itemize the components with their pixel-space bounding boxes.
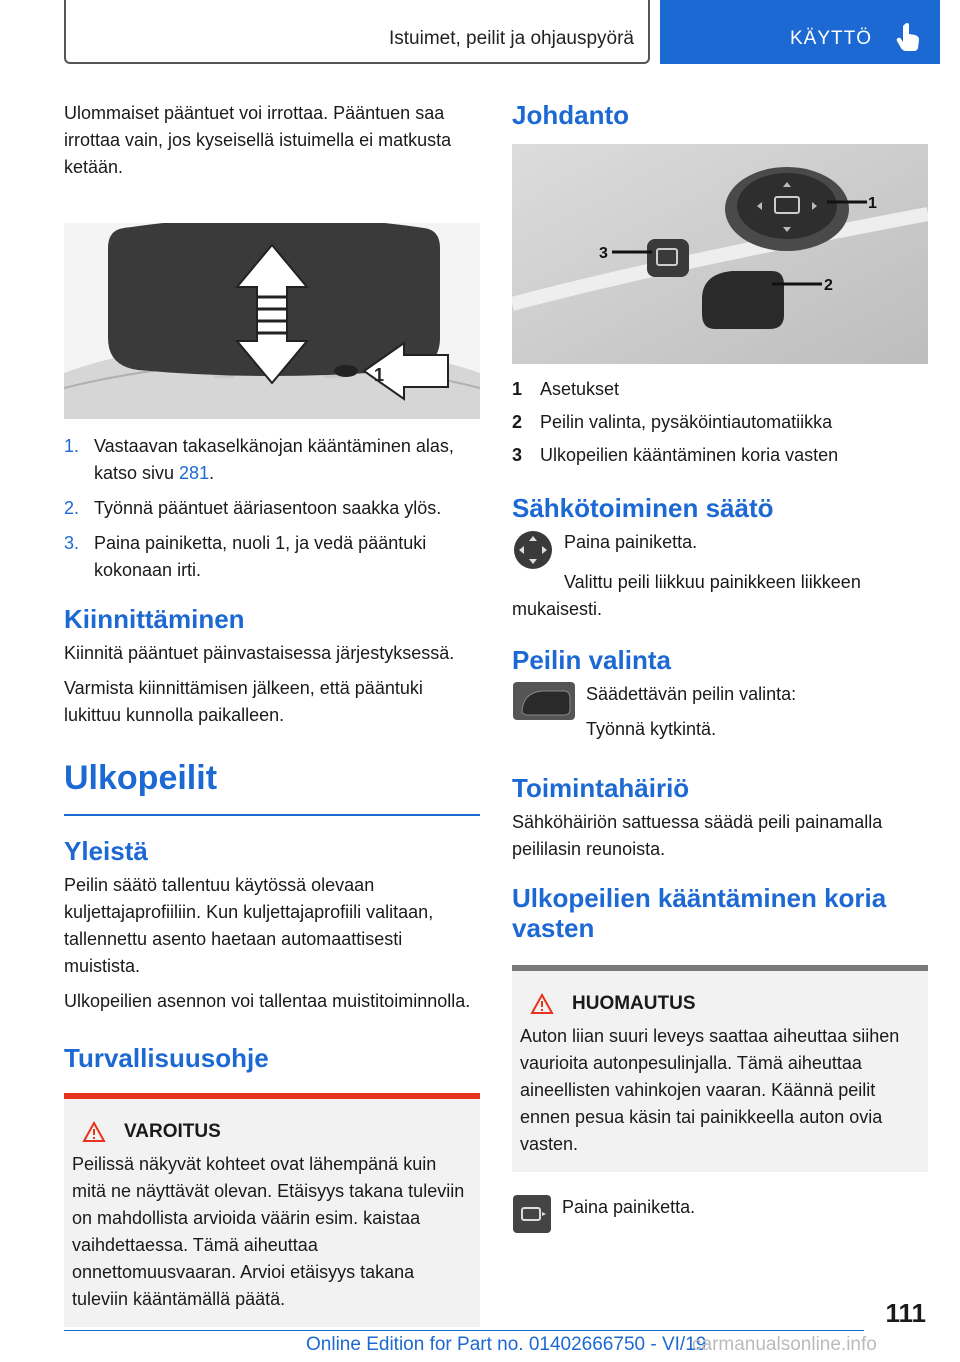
list-item: 3 Ulkopeilien kääntäminen koria vasten xyxy=(512,445,839,465)
attach-paragraph-2: Varmista kiinnittämisen jälkeen, että pääntuki lukittuu kunnolla paikalleen. xyxy=(64,678,423,725)
left-column xyxy=(64,100,480,1327)
edition-footer: Online Edition for Part no. 01402666750 - VI/19 xyxy=(306,1334,707,1355)
figure-legend xyxy=(512,376,928,469)
page-link[interactable]: 281 xyxy=(179,463,210,483)
mirror-selector-switch-icon xyxy=(512,681,576,721)
header-chapter-box xyxy=(64,0,650,64)
fold-mirror-button-icon xyxy=(512,1194,552,1234)
select-paragraph-2: Työnnä kytkintä. xyxy=(586,719,717,739)
warning-triangle-icon xyxy=(82,1121,106,1143)
attach-heading: Kiinnittäminen xyxy=(64,604,245,634)
select-paragraph-1: Säädettävän peilin valinta: xyxy=(586,684,797,704)
fold-heading: Ulkopeilien kääntäminen koria vasten xyxy=(512,883,887,943)
hand-pointer-icon xyxy=(896,22,922,52)
footer-rule xyxy=(64,1330,864,1331)
fault-heading: Toimintahäiriö xyxy=(512,773,690,803)
mirror-controls-illustration xyxy=(512,144,928,364)
electric-paragraph-2: Valittu peili liikkuu painikkeen liikkeen mukaisesti. xyxy=(512,572,861,619)
headrest-callout-1: 1 xyxy=(374,365,385,385)
warning-box xyxy=(64,1093,480,1327)
warning-title: VAROITUS xyxy=(124,1121,221,1142)
list-item: 2 Peilin valinta, pysäköintiautomatiikka xyxy=(512,412,833,432)
mirror-callout-1: 1 xyxy=(868,195,877,212)
warning-triangle-icon xyxy=(530,993,554,1015)
page-number: 111 xyxy=(885,1298,926,1328)
headrest-illustration xyxy=(64,223,480,419)
right-column xyxy=(512,100,928,1238)
fold-paragraph: Paina painiketta. xyxy=(562,1197,696,1217)
intro-heading: Johdanto xyxy=(512,100,629,130)
mirror-controls-figure xyxy=(512,144,928,364)
notice-box xyxy=(512,965,928,1172)
attach-paragraph-1: Kiinnitä pääntuet päinvastaisessa järjestyksessä. xyxy=(64,643,455,663)
list-item: 2. Työnnä pääntuet ääriasentoon saakka ylös. xyxy=(64,498,442,518)
warning-text: Peilissä näkyvät kohteet ovat lähempänä kuin mitä ne näyttävät olevan. Etäisyys takana tuleviin on mahdollista arvioida väärin esim. kaistaa vaihdettaessa. Tämä aiheuttaa onnettomuusvaaran. Arvioi etäisyys takana tuleviin kääntämällä päätä. xyxy=(72,1154,465,1309)
electric-paragraph-1: Paina painiketta. xyxy=(564,532,698,552)
fault-paragraph: Sähköhäiriön sattuessa säädä peili painamalla peililasin reunoista. xyxy=(512,812,883,859)
electric-heading: Sähkötoiminen säätö xyxy=(512,493,774,523)
list-item: 3. Paina painiketta, nuoli 1, ja vedä pääntuki kokonaan irti. xyxy=(64,533,427,580)
general-paragraph-1: Peilin säätö tallentuu käytössä olevaan kuljettajaprofiiliin. Kun kuljettajaprofiili valitaan, tallennettu asento haetaan automaattisesti muistista. xyxy=(64,875,434,976)
safety-heading: Turvallisuusohje xyxy=(64,1043,269,1073)
mirrors-heading: Ulkopeilit xyxy=(64,759,480,816)
removal-steps xyxy=(64,433,480,584)
general-heading: Yleistä xyxy=(64,836,148,866)
section-title: KÄYTTÖ xyxy=(790,28,873,49)
select-heading: Peilin valinta xyxy=(512,645,671,675)
headrest-intro: Ulommaiset pääntuet voi irrottaa. Pääntuen saa irrottaa vain, jos kyseisellä istuimella ei matkusta ketään. xyxy=(64,103,452,177)
headrest-figure xyxy=(64,223,480,419)
list-item: 1. Vastaavan takaselkänojan kääntäminen alas, katso sivu 281. xyxy=(64,436,454,483)
list-item: 1 Asetukset xyxy=(512,379,620,399)
notice-title: HUOMAUTUS xyxy=(572,993,696,1014)
header-section-tab[interactable] xyxy=(660,0,940,64)
mirror-callout-3: 3 xyxy=(599,245,608,262)
general-paragraph-2: Ulkopeilien asennon voi tallentaa muistitoiminnolla. xyxy=(64,991,471,1011)
chapter-title: Istuimet, peilit ja ohjauspyörä xyxy=(388,28,634,49)
notice-text: Auton liian suuri leveys saattaa aiheuttaa siihen vaurioita autonpesulinjalla. Tämä aiheuttaa aineellisten vahinkojen vaaran. Käännä peilit ennen pesua käsin tai painikkeella auton ovia vasten. xyxy=(520,1026,900,1154)
watermark: carmanualsonline.info xyxy=(692,1334,877,1355)
four-way-pad-icon xyxy=(512,529,554,571)
mirror-callout-2: 2 xyxy=(824,277,833,294)
